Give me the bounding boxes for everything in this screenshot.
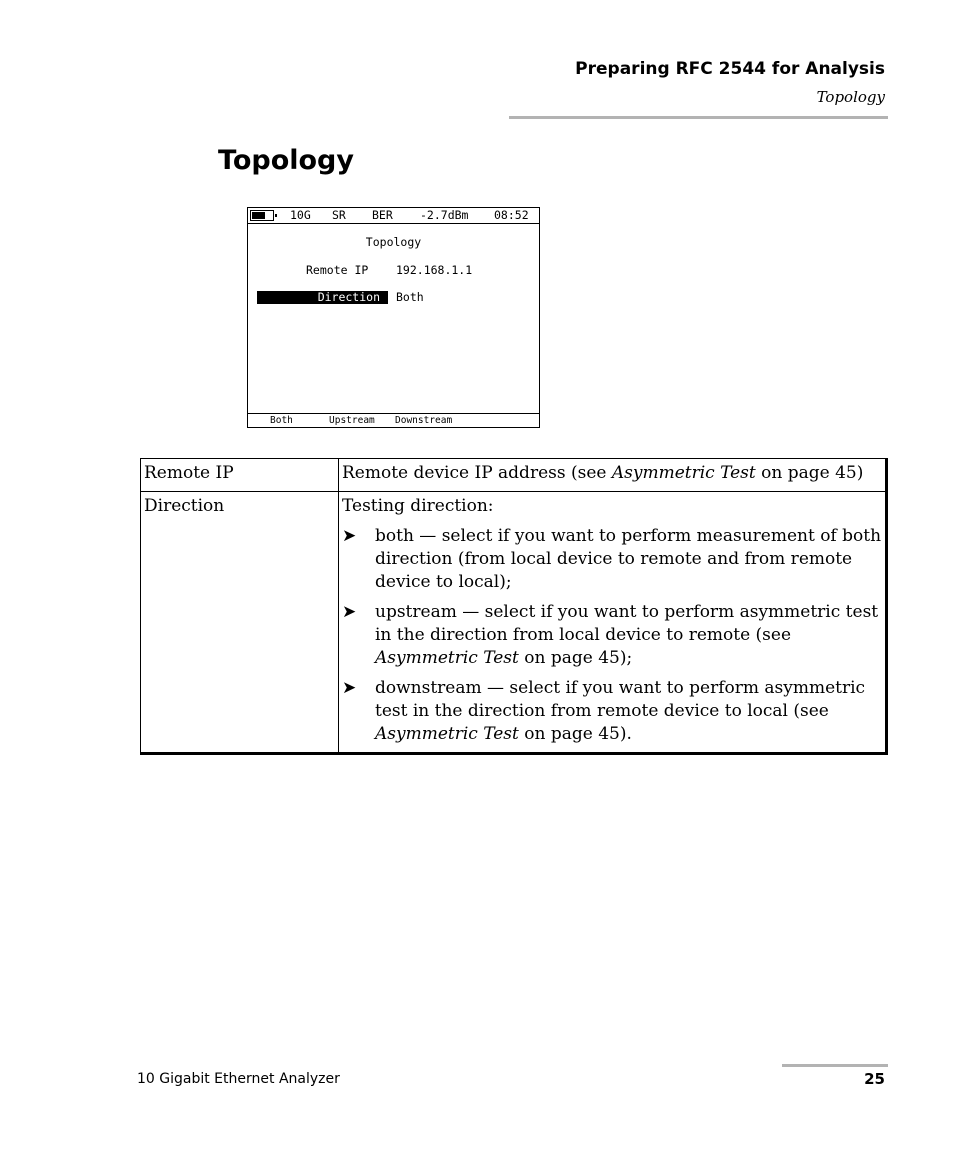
status-rate: 10G [290, 208, 311, 222]
param-name: Direction [141, 492, 339, 754]
softkey-downstream[interactable]: Downstream [395, 415, 453, 426]
softkey-both[interactable]: Both [270, 415, 293, 426]
remote-ip-label: Remote IP [306, 263, 369, 277]
page-title: Topology [218, 145, 354, 176]
desc-intro: Testing direction: [342, 496, 494, 516]
status-bar [248, 208, 539, 224]
screen-title: Topology [365, 235, 422, 249]
arrow-bullet-icon: ➤ [342, 678, 357, 698]
arrow-bullet-icon: ➤ [342, 602, 357, 622]
bullet-text: downstream — select if you want to perform asymmetric test in the direction from remote device to local (see [375, 678, 866, 721]
softkey-upstream[interactable]: Upstream [329, 415, 375, 426]
cross-reference: Asymmetric Test [375, 648, 519, 668]
param-description [339, 459, 887, 492]
device-screenshot [247, 207, 540, 428]
param-name: Remote IP [141, 459, 339, 492]
bullet-list [342, 525, 882, 746]
list-item [342, 525, 882, 594]
bullet-text: both — select if you want to perform measurement of both direction (from local device to remote and from remote device to local); [375, 526, 882, 592]
list-item [342, 601, 882, 670]
table-row [141, 459, 887, 492]
footer-product-name: 10 Gigabit Ethernet Analyzer [137, 1071, 340, 1087]
status-power: -2.7dBm [420, 208, 469, 222]
table-row [141, 492, 887, 754]
status-optic: SR [332, 208, 346, 222]
battery-icon [250, 210, 274, 221]
cross-reference: Asymmetric Test [611, 463, 756, 483]
cross-reference: Asymmetric Test [375, 724, 519, 744]
softkey-bar [248, 413, 539, 428]
direction-label-selected[interactable]: Direction [257, 291, 388, 304]
header-divider [509, 116, 888, 119]
list-item [342, 677, 882, 746]
footer-divider [782, 1064, 888, 1067]
status-time: 08:52 [494, 208, 529, 222]
page-number: 25 [864, 1070, 885, 1088]
desc-text: Remote device IP address (see [342, 463, 612, 483]
status-mode: BER [372, 208, 393, 222]
bullet-text: on page 45); [518, 648, 633, 668]
arrow-bullet-icon: ➤ [342, 526, 357, 546]
bullet-text: upstream — select if you want to perform asymmetric test in the direction from local device to remote (see [375, 602, 879, 645]
param-description [339, 492, 887, 754]
direction-value[interactable]: Both [396, 290, 424, 304]
chapter-title: Preparing RFC 2544 for Analysis [575, 59, 885, 79]
remote-ip-value[interactable]: 192.168.1.1 [396, 263, 473, 277]
bullet-text: on page 45). [518, 724, 632, 744]
parameter-table [140, 458, 888, 755]
desc-text: on page 45) [755, 463, 864, 483]
section-title: Topology [816, 88, 885, 106]
